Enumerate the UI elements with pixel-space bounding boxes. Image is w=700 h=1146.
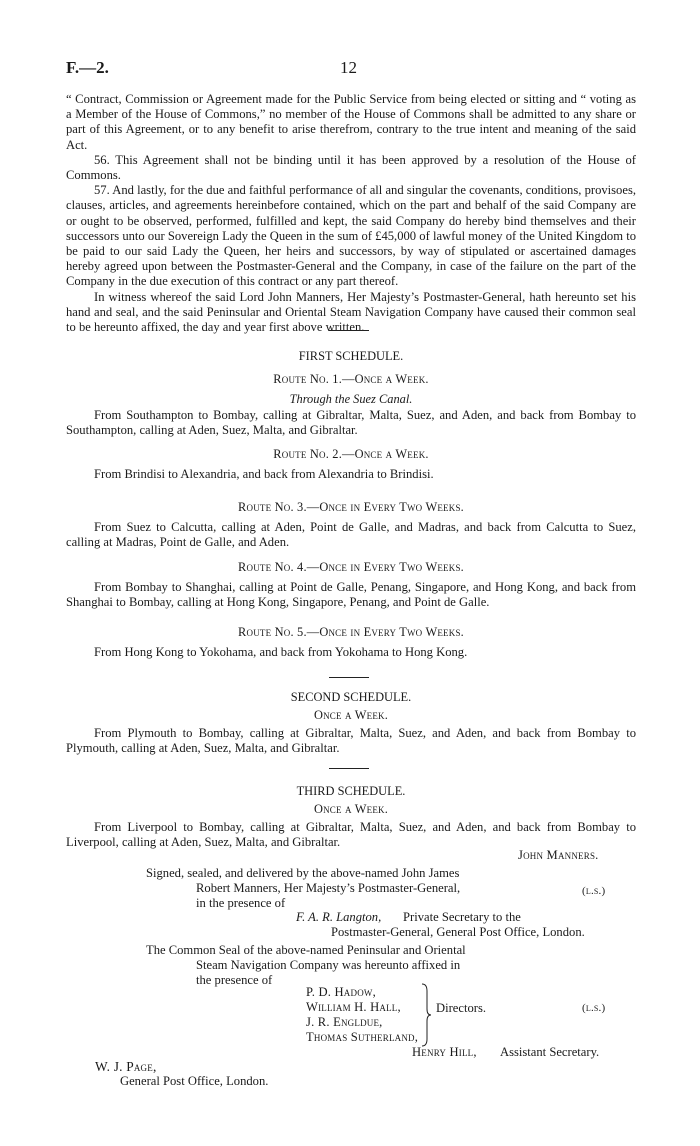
directors-label: Directors. bbox=[436, 1001, 487, 1015]
divider-rule bbox=[329, 677, 369, 678]
route-5-heading: Route No. 5.—Once in Every Two Weeks. bbox=[238, 625, 464, 639]
paragraph-contract-clause: “ Contract, Commission or Agreement made for the Public Service from being elected or sitting and “ voting as a Member of the House of Commons,” no member of the House of Commons shall be admitted to any share or part of this Agreement, or to any benefit to arise therefrom, contrary to the true intent and meaning of the said Act. bbox=[66, 92, 636, 152]
paragraph-56: 56. This Agreement shall not be binding until it has been approved by a resolution of the House of Commons. bbox=[66, 152, 636, 183]
witness-role-2: Postmaster-General, General Post Office, London. bbox=[331, 925, 585, 939]
second-schedule-text: From Plymouth to Bombay, calling at Gibraltar, Malta, Suez, and Aden, and back from Bombay to Plymouth, calling at Aden, Suez, Malta, and Gibraltar. bbox=[66, 726, 636, 756]
director-hadow: P. D. Hadow, bbox=[306, 985, 376, 999]
signed-line-1: Signed, sealed, and delivered by the above-named John James bbox=[146, 866, 460, 880]
route-5-text: From Hong Kong to Yokohama, and back from Yokohama to Hong Kong. bbox=[94, 645, 468, 659]
route-1-subheading: Through the Suez Canal. bbox=[289, 392, 413, 406]
signature-henry-hill: Henry Hill, bbox=[412, 1045, 477, 1059]
witness-role-1: Private Secretary to the bbox=[403, 910, 521, 924]
seal-line-2: Steam Navigation Company was hereunto affixed in bbox=[196, 958, 461, 972]
third-schedule-frequency: Once a Week. bbox=[313, 802, 389, 816]
divider-rule bbox=[329, 330, 369, 331]
route-2-text: From Brindisi to Alexandria, and back from Alexandria to Brindisi. bbox=[94, 467, 434, 481]
third-schedule-title: THIRD SCHEDULE. bbox=[296, 784, 406, 798]
locus-sigilli-2: (l.s.) bbox=[582, 1002, 606, 1014]
divider-rule bbox=[329, 768, 369, 769]
signed-line-2: Robert Manners, Her Majesty’s Postmaster-General, bbox=[196, 881, 461, 895]
route-4-heading: Route No. 4.—Once in Every Two Weeks. bbox=[238, 560, 464, 574]
document-reference: F.—2. bbox=[66, 58, 109, 77]
signature-w-j-page: W. J. Page, bbox=[95, 1059, 157, 1074]
w-j-page-role: General Post Office, London. bbox=[120, 1074, 269, 1088]
witness-name: F. A. R. Langton, bbox=[296, 910, 382, 924]
route-3-text: From Suez to Calcutta, calling at Aden, Point de Galle, and Madras, and back from Calcutta to Suez, calling at Madras, Point de Galle, and Aden. bbox=[66, 520, 636, 550]
seal-line-1: The Common Seal of the above-named Peninsular and Oriental bbox=[146, 943, 466, 957]
route-4-text: From Bombay to Shanghai, calling at Point de Galle, Penang, Singapore, and Hong Kong, and back from Shanghai to Bombay, calling at Hong Kong, Singapore, Penang, and Point de Galle. bbox=[66, 580, 636, 610]
page-number: 12 bbox=[340, 58, 357, 77]
opening-paragraphs bbox=[66, 92, 636, 335]
third-schedule-text: From Liverpool to Bombay, calling at Gibraltar, Malta, Suez, and Aden, and back from Bombay to Liverpool, calling at Aden, Suez, Malta, and Gibraltar. bbox=[66, 820, 636, 850]
director-hall: William H. Hall, bbox=[306, 1000, 401, 1014]
route-1-heading: Route No. 1.—Once a Week. bbox=[273, 372, 429, 386]
signature-john-manners: John Manners. bbox=[518, 848, 599, 862]
route-1-text: From Southampton to Bombay, calling at Gibraltar, Malta, Suez, and Aden, and back from Bombay to Southampton, calling at Aden, Suez, Malta, and Gibraltar. bbox=[66, 408, 636, 438]
paragraph-witness: In witness whereof the said Lord John Manners, Her Majesty’s Postmaster-General, hath hereunto set his hand and seal, and the said Peninsular and Oriental Steam Navigation Company have caused their common seal to be hereunto affixed, the day and year first above written. bbox=[66, 289, 636, 335]
director-sutherland: Thomas Sutherland, bbox=[306, 1030, 419, 1044]
paragraph-57: 57. And lastly, for the due and faithful performance of all and singular the covenants, conditions, provisoes, clauses, articles, and agreements hereinbefore contained, which on the part and behalf of the said Company are or ought to be observed, performed, fulfilled and kept, the said Company do hereby bind themselves and their successors unto our Sovereign Lady the Queen in the sum of £45,000 of lawful money of the United Kingdom to be paid to our said Lady the Queen, her heirs and successors, by way of stipulated or ascertained damages hereby agreed upon between the Postmaster-General and the Company, in case of the failure on the part of the Company in the due execution of this contract or any part thereof. bbox=[66, 183, 636, 289]
henry-hill-role: Assistant Secretary. bbox=[500, 1045, 600, 1059]
second-schedule-title: SECOND SCHEDULE. bbox=[290, 690, 412, 704]
seal-line-3: the presence of bbox=[196, 973, 273, 987]
signed-line-3: in the presence of bbox=[196, 896, 286, 910]
first-schedule-title: FIRST SCHEDULE. bbox=[298, 349, 404, 363]
director-engldue: J. R. Engldue, bbox=[306, 1015, 383, 1029]
second-schedule-frequency: Once a Week. bbox=[313, 708, 389, 722]
route-3-heading: Route No. 3.—Once in Every Two Weeks. bbox=[238, 500, 464, 514]
brace-icon bbox=[420, 983, 432, 1047]
locus-sigilli-1: (l.s.) bbox=[582, 885, 606, 897]
route-2-heading: Route No. 2.—Once a Week. bbox=[273, 447, 429, 461]
